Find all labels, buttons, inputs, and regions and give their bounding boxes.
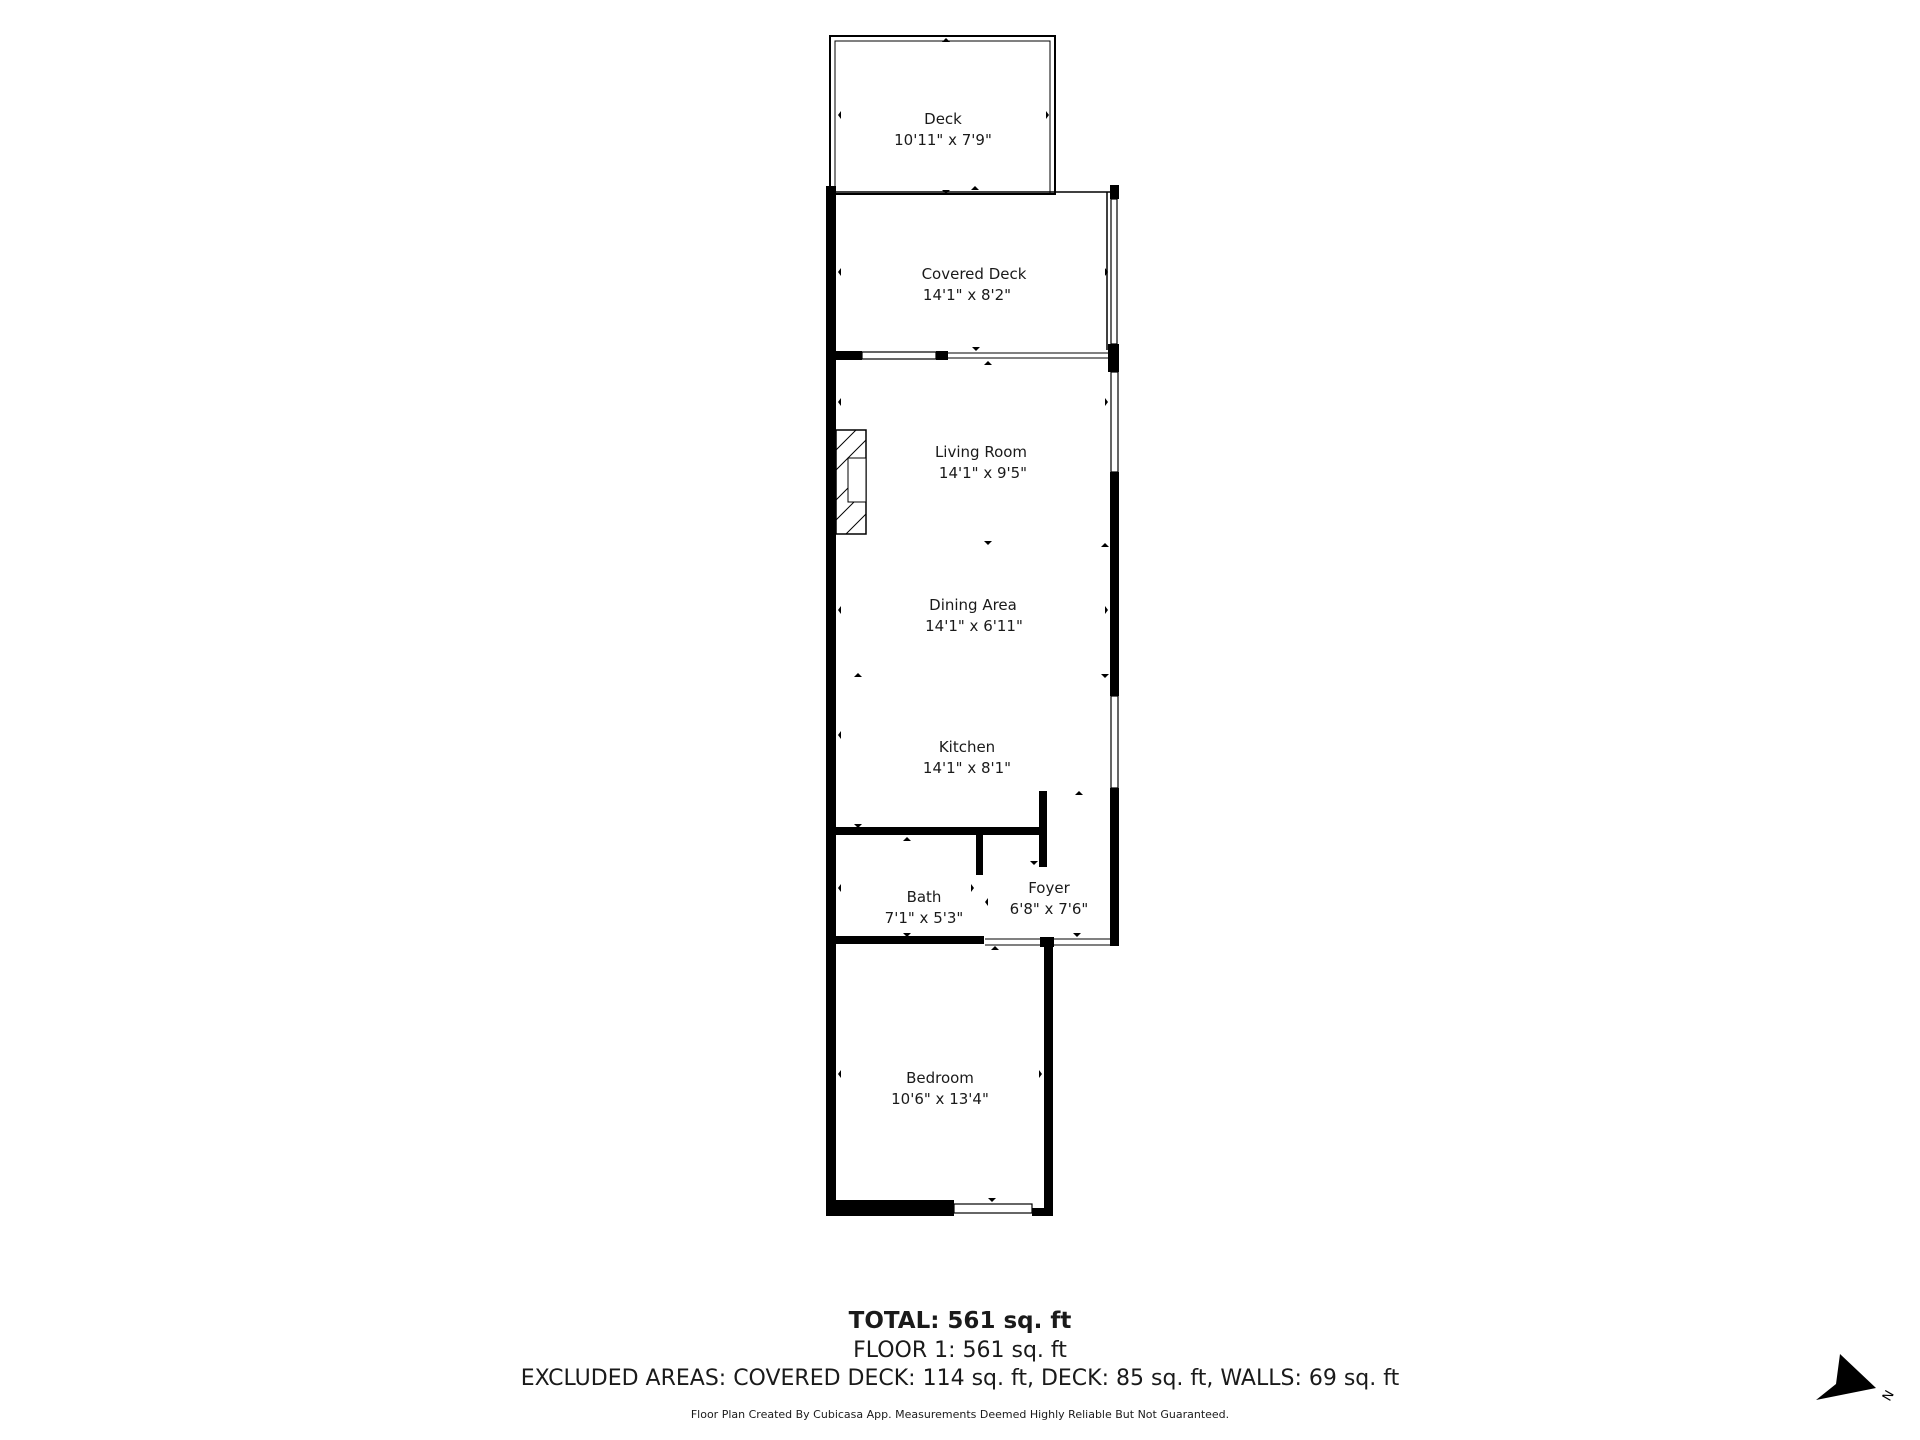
- north-arrow-shape: [1816, 1354, 1876, 1400]
- floor-area: FLOOR 1: 561 sq. ft: [853, 1338, 1067, 1363]
- total-area: TOTAL: 561 sq. ft: [848, 1308, 1072, 1334]
- room-labels: [885, 110, 1089, 1108]
- room-name-living-room: Living Room: [934, 443, 1028, 461]
- right-wall-top: [1110, 185, 1119, 199]
- north-letter: N: [1879, 1388, 1898, 1404]
- room-dims-deck: 10'11" x 7'9": [894, 131, 992, 149]
- excluded-areas: EXCLUDED AREAS: COVERED DECK: 114 sq. ft, DECK: 85 sq. ft, WALLS: 69 sq. ft: [520, 1366, 1400, 1391]
- bath-bottom-wall: [836, 936, 984, 944]
- room-name-foyer: Foyer: [1028, 879, 1070, 897]
- dimension-marker: [1105, 398, 1108, 406]
- living-top-wall-left: [836, 351, 862, 360]
- room-name-bath: Bath: [906, 888, 942, 906]
- fireplace-firebox: [848, 458, 866, 502]
- dimension-marker: [985, 898, 988, 906]
- room-name-dining-area: Dining Area: [929, 596, 1017, 614]
- north-arrow-icon: [1816, 1354, 1896, 1414]
- kitchen-bottom-wall: [836, 827, 1046, 835]
- right-wall-join: [1108, 344, 1119, 372]
- room-name-deck: Deck: [924, 110, 962, 128]
- dimension-marker: [838, 731, 841, 739]
- right-wall-mid: [1110, 472, 1119, 696]
- window-bedroom-bottom: [954, 1204, 1032, 1213]
- dimension-marker: [971, 186, 979, 190]
- dimension-marker: [1046, 111, 1049, 119]
- dimension-marker: [838, 606, 841, 614]
- living-top-wall-mid: [936, 351, 948, 360]
- dimension-marker: [838, 398, 841, 406]
- dimension-marker: [1101, 543, 1109, 547]
- window-kitchen-right: [1111, 696, 1118, 788]
- room-name-kitchen: Kitchen: [938, 738, 996, 756]
- bedroom-right-wall: [1044, 944, 1053, 1216]
- dimension-marker: [1073, 933, 1081, 937]
- room-dims-foyer: 6'8" x 7'6": [1009, 900, 1089, 918]
- dimension-marker: [972, 347, 980, 351]
- room-dims-dining-area: 14'1" x 6'11": [925, 617, 1023, 635]
- room-dims-covered-deck: 14'1" x 8'2": [922, 286, 1012, 304]
- dimension-marker: [984, 361, 992, 365]
- dimension-marker: [1030, 861, 1038, 865]
- room-name-bedroom: Bedroom: [906, 1069, 974, 1087]
- room-name-covered-deck: Covered Deck: [921, 265, 1027, 283]
- dimension-marker: [942, 38, 950, 42]
- window-living-top: [862, 352, 936, 359]
- room-dims-bath: 7'1" x 5'3": [884, 909, 964, 927]
- dimension-marker: [971, 884, 974, 892]
- dimension-marker: [838, 111, 841, 119]
- dimension-marker: [1039, 1070, 1042, 1078]
- dimension-marker: [984, 541, 992, 545]
- bath-right-wall: [976, 835, 983, 875]
- dimension-marker: [854, 673, 862, 677]
- dimension-marker: [1075, 791, 1083, 795]
- bedroom-bottom-wall-right: [1032, 1208, 1052, 1216]
- dimension-marker: [1105, 606, 1108, 614]
- room-dims-bedroom: 10'6" x 13'4": [891, 1090, 989, 1108]
- dimension-marker: [991, 946, 999, 950]
- room-dims-living-room: 14'1" x 9'5": [938, 464, 1028, 482]
- room-dims-kitchen: 14'1" x 8'1": [922, 759, 1012, 777]
- dimension-marker: [1101, 674, 1109, 678]
- dimension-marker: [838, 268, 841, 276]
- dimension-marker: [988, 1198, 996, 1202]
- kitchen-stub-wall: [1039, 791, 1047, 867]
- window-covered-deck-right: [1111, 199, 1117, 344]
- bedroom-bottom-wall-left: [826, 1200, 954, 1216]
- dimension-marker: [838, 884, 841, 892]
- dimension-marker: [838, 1070, 841, 1078]
- dimension-marker: [903, 837, 911, 841]
- right-wall-lower: [1110, 788, 1119, 946]
- window-living-right: [1111, 372, 1118, 472]
- left-exterior-wall: [826, 186, 836, 1216]
- disclaimer-credit: Floor Plan Created By Cubicasa App. Measurements Deemed Highly Reliable But Not Guaranteed.: [690, 1408, 1230, 1421]
